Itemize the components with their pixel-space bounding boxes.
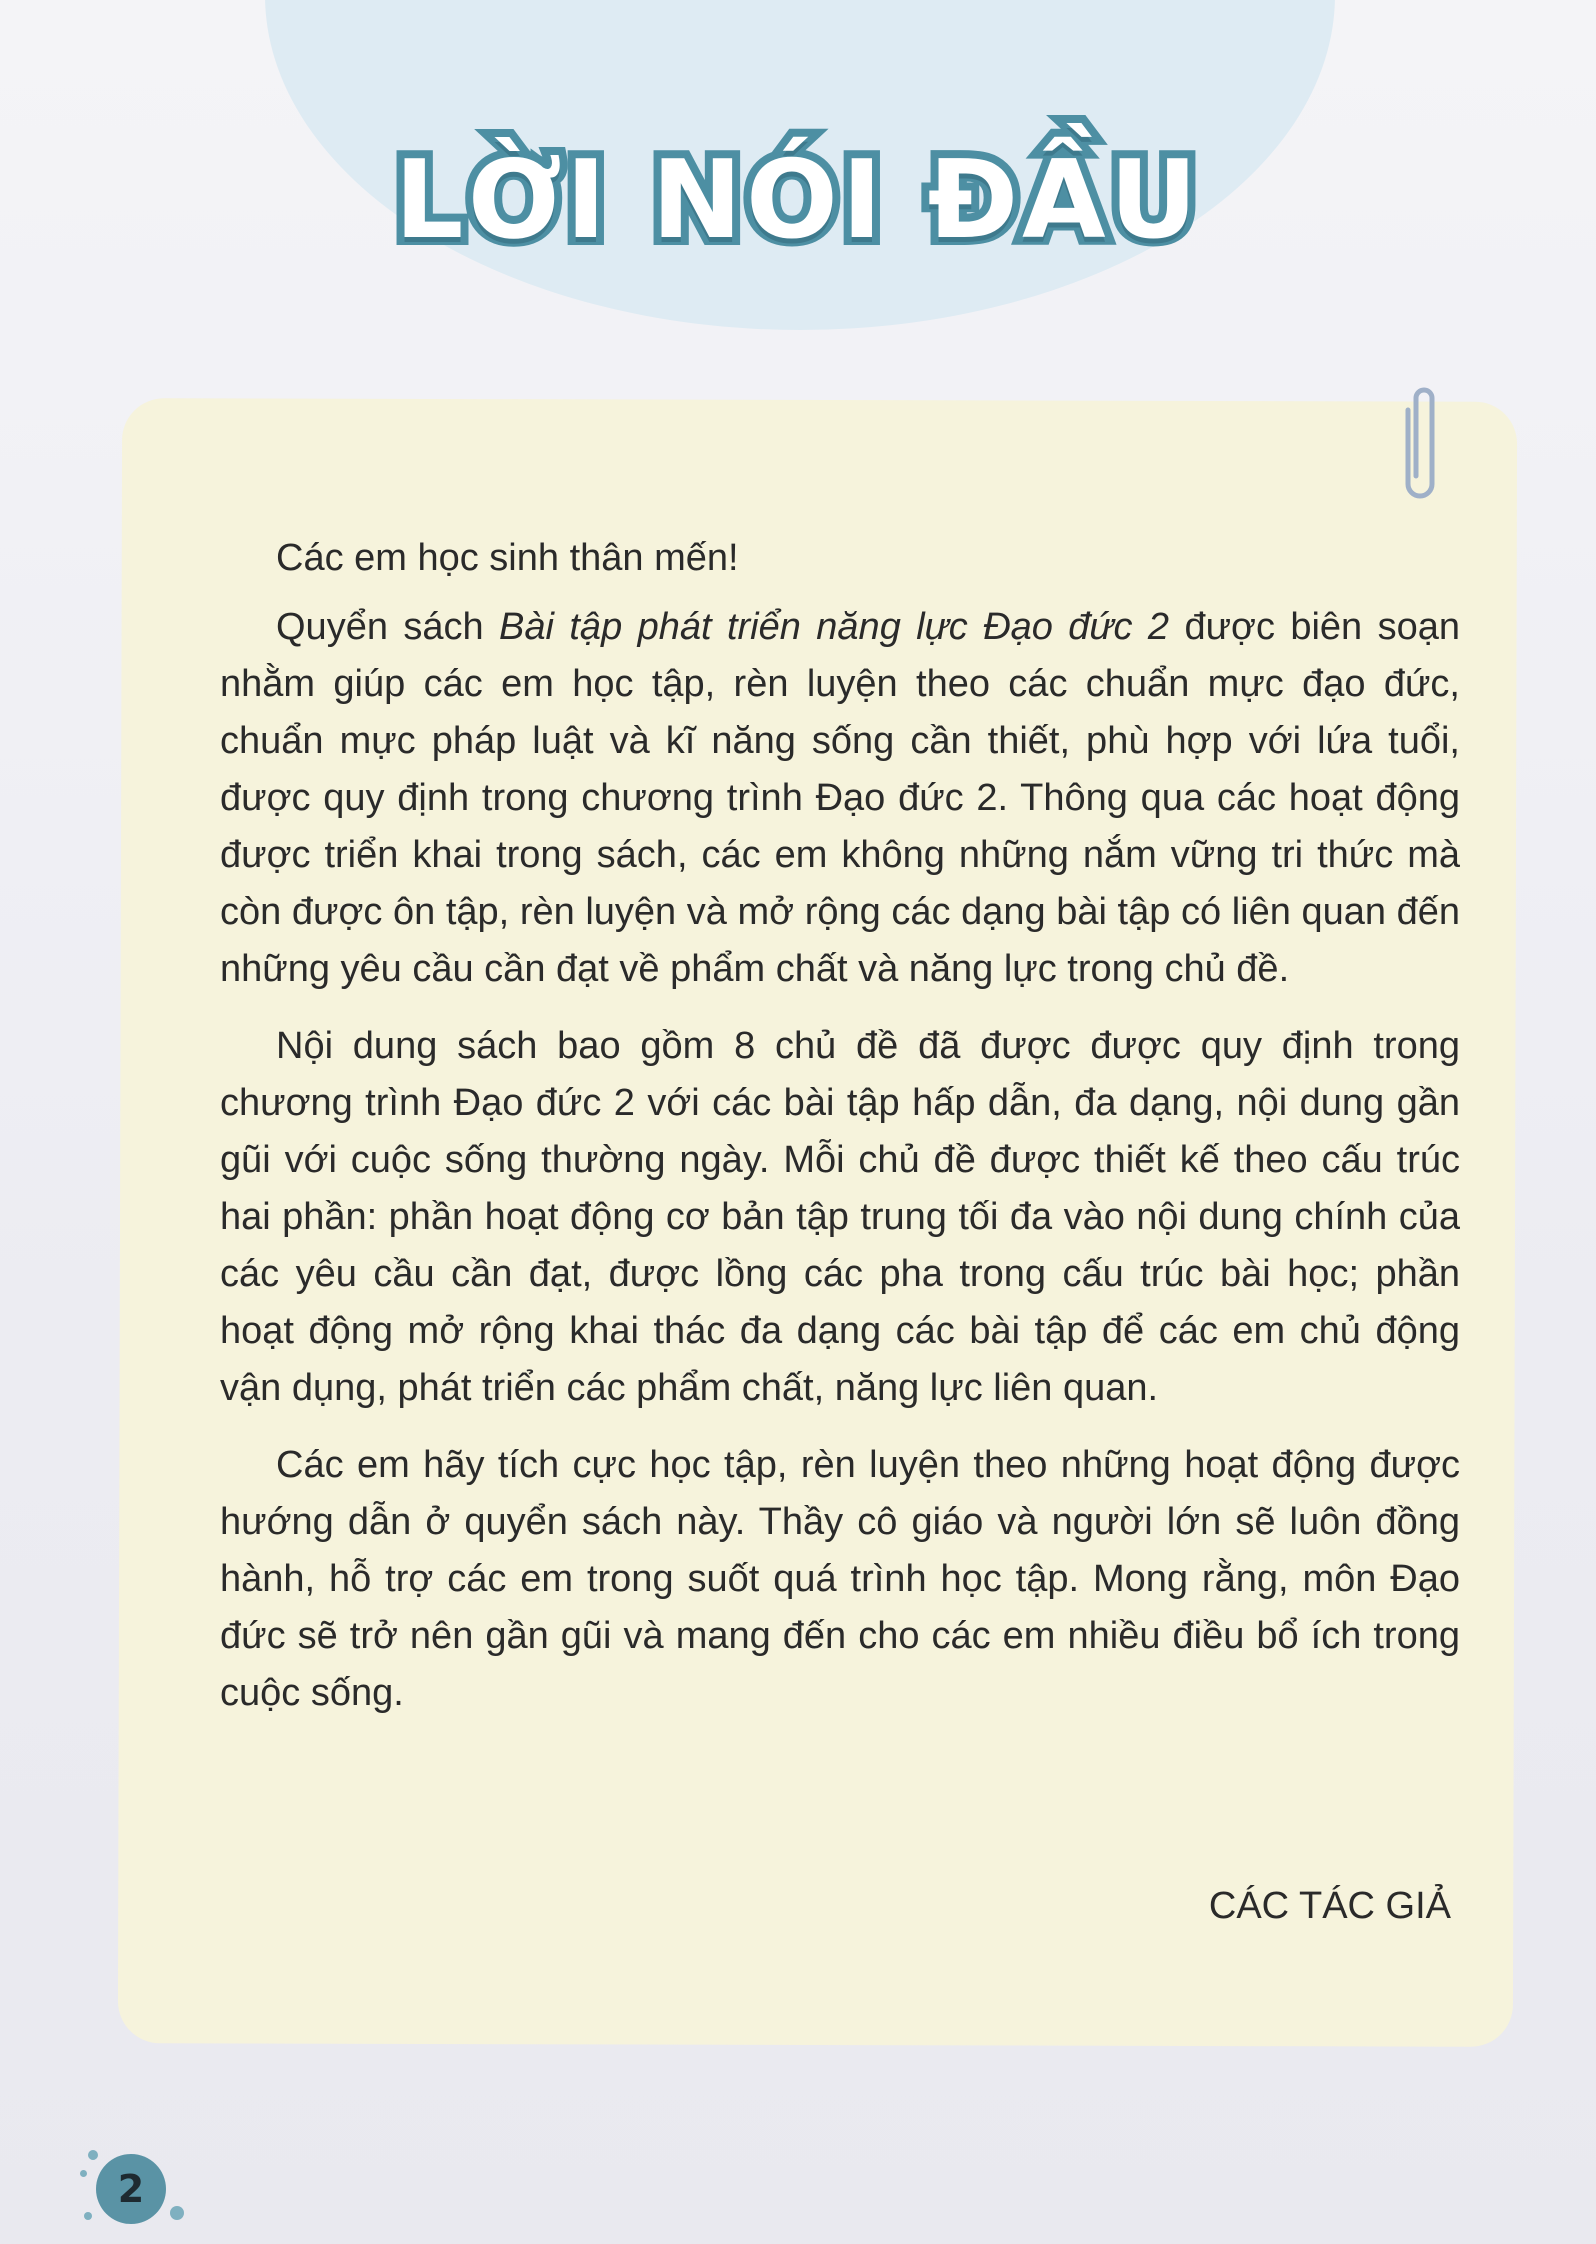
- page-number: 2: [96, 2154, 166, 2224]
- paragraph-1: [220, 599, 1460, 998]
- decor-dot: [84, 2212, 92, 2220]
- paragraph-1-before: Quyển sách: [276, 606, 500, 648]
- decor-dot: [80, 2170, 87, 2177]
- paragraph-1-after: được biên soạn nhằm giúp các em học tập, rèn luyện theo các chuẩn mực đạo đức, chuẩn mực pháp luật và kĩ năng sống cần thiết, phù hợp với lứa tuổi, được quy định trong chương trình Đạo đức 2. Thông qua các hoạt động được triển khai trong sách, các em không những nắm vững tri thức mà còn được ôn tập, rèn luyện và mở rộng các dạng bài tập có liên quan đến những yêu cầu cần đạt về phẩm chất và năng lực trong chủ đề.: [220, 606, 1460, 990]
- book-title: Bài tập phát triển năng lực Đạo đức 2: [499, 606, 1170, 648]
- decor-dot: [170, 2206, 184, 2220]
- paragraph-3: Các em hãy tích cực học tập, rèn luyện theo những hoạt động được hướng dẫn ở quyển sách này. Thầy cô giáo và người lớn sẽ luôn đồng hành, hỗ trợ các em trong suốt quá trình học tập. Mong rằng, môn Đạo đức sẽ trở nên gần gũi và mang đến cho các em nhiều điều bổ ích trong cuộc sống.: [220, 1444, 1460, 1714]
- greeting: Các em học sinh thân mến!: [276, 537, 739, 579]
- preface-text: [220, 530, 1460, 1742]
- page-number-badge: [80, 2150, 190, 2230]
- page-title: LỜI NÓI ĐẦU: [394, 138, 1202, 263]
- paragraph-2: Nội dung sách bao gồm 8 chủ đề đã được được quy định trong chương trình Đạo đức 2 với các bài tập hấp dẫn, đa dạng, nội dung gần gũi với cuộc sống thường ngày. Mỗi chủ đề được thiết kế theo cấu trúc hai phần: phần hoạt động cơ bản tập trung tối đa vào nội dung chính của các yêu cầu cần đạt, được lồng các pha trong cấu trúc bài học; phần hoạt động mở rộng khai thác đa dạng các bài tập để các em chủ động vận dụng, phát triển các phẩm chất, năng lực liên quan.: [220, 1025, 1460, 1409]
- paperclip-icon: [1398, 380, 1442, 508]
- signature: CÁC TÁC GIẢ: [1208, 1885, 1451, 1927]
- decor-dot: [88, 2150, 98, 2160]
